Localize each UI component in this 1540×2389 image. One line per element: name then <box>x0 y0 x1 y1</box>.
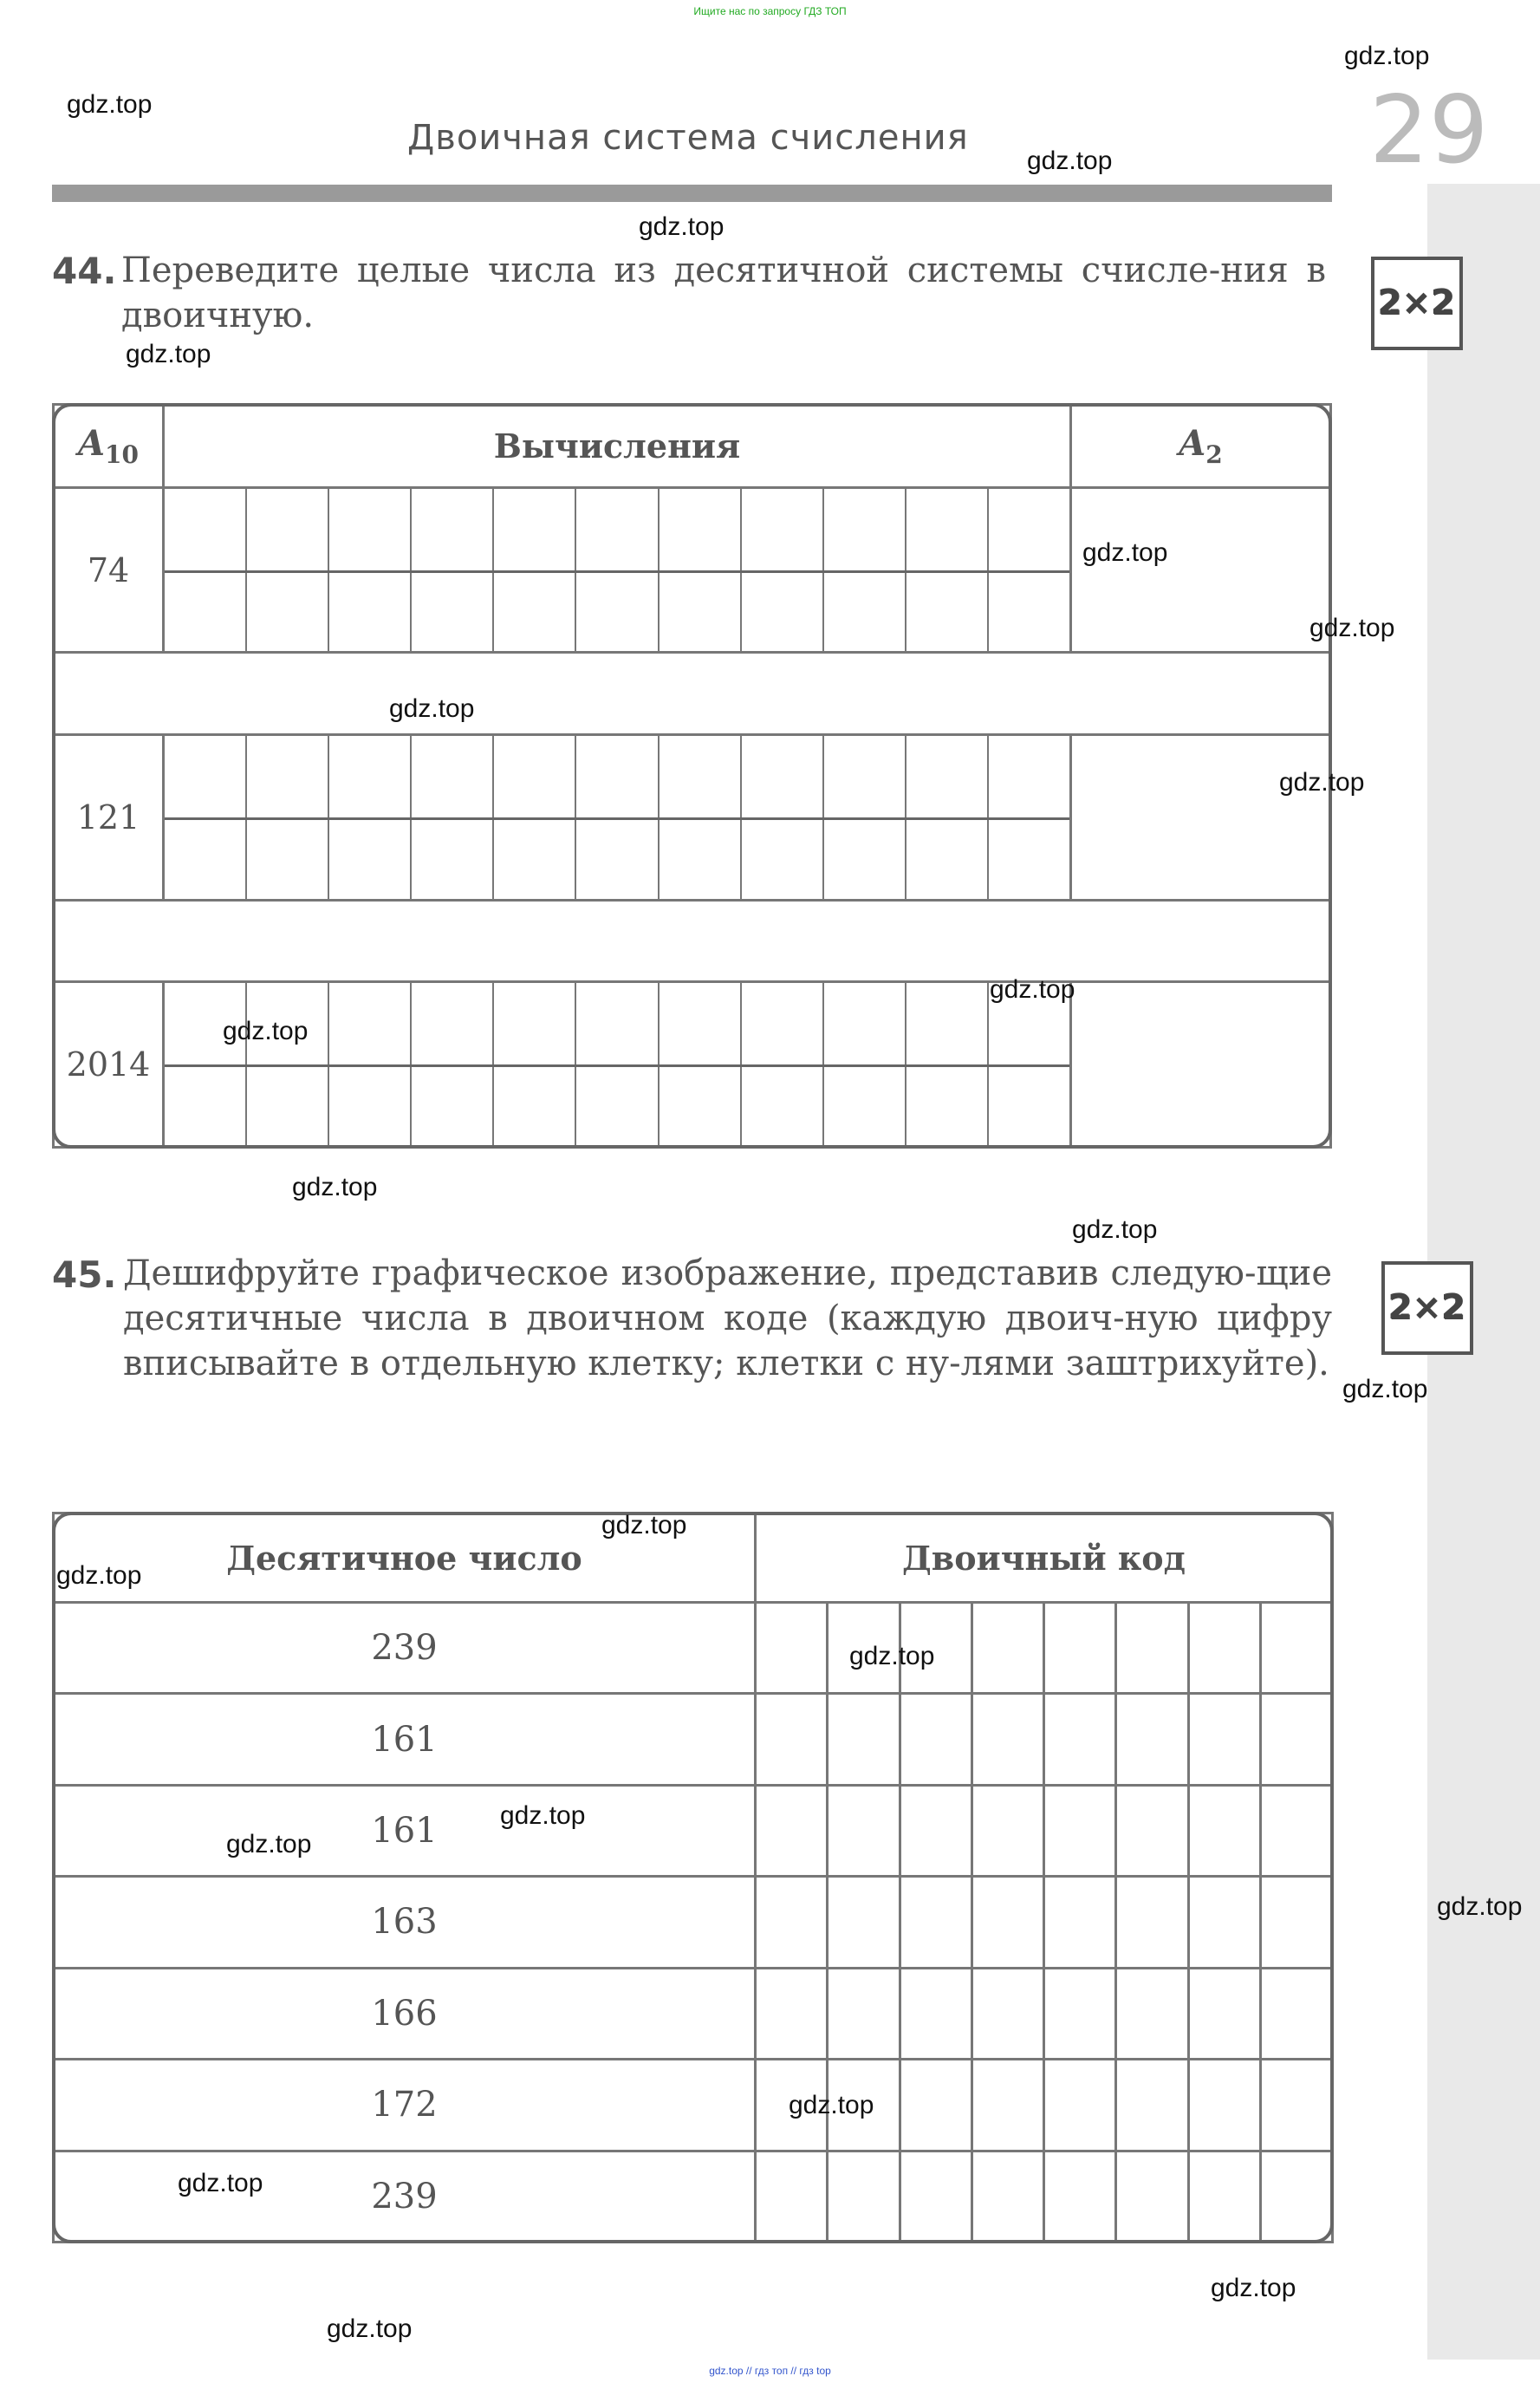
watermark: gdz.top <box>292 1173 378 1201</box>
watermark: gdz.top <box>126 340 211 368</box>
watermark: gdz.top <box>1027 146 1113 175</box>
decimal-value: 161 <box>54 1694 756 1785</box>
calc-cell[interactable] <box>164 982 1071 1148</box>
binary-answer-cell[interactable] <box>1071 982 1331 1148</box>
bit-cell[interactable] <box>828 1968 900 2059</box>
table-row <box>54 1877 1333 1968</box>
bit-cell[interactable] <box>1188 1785 1260 1876</box>
task-45-number: 45. <box>52 1253 117 1296</box>
bit-cell[interactable] <box>1044 1785 1116 1876</box>
bit-cell[interactable] <box>756 1877 828 1968</box>
bottom-note: gdz.top // гдз топ // гдз top <box>709 2365 831 2377</box>
bit-cell[interactable] <box>971 2060 1043 2151</box>
table-row <box>54 1968 1333 2059</box>
bit-cell[interactable] <box>1044 1603 1116 1694</box>
table-spacer-row <box>54 900 1331 982</box>
bit-cell[interactable] <box>1188 2151 1260 2242</box>
bit-cell[interactable] <box>1260 2060 1332 2151</box>
table-row <box>54 487 1331 653</box>
table-row <box>54 1694 1333 1785</box>
watermark: gdz.top <box>639 212 725 241</box>
bit-cell[interactable] <box>1188 1603 1260 1694</box>
header-a2: $A_2$ <box>1071 405 1331 488</box>
bit-cell[interactable] <box>971 1877 1043 1968</box>
watermark: gdz.top <box>1082 538 1168 567</box>
bit-cell[interactable] <box>1116 2060 1188 2151</box>
bit-cell[interactable] <box>828 1877 900 1968</box>
bit-cell[interactable] <box>900 1694 971 1785</box>
bit-cell[interactable] <box>756 2151 828 2242</box>
header-a10: $A_{10}$ <box>54 405 164 488</box>
bit-cell[interactable] <box>756 1603 828 1694</box>
bit-cell[interactable] <box>1044 1694 1116 1785</box>
decimal-value: 166 <box>54 1968 756 2059</box>
watermark: gdz.top <box>67 90 153 119</box>
watermark: gdz.top <box>1072 1215 1158 1244</box>
bit-cell[interactable] <box>971 2151 1043 2242</box>
top-note: Ищите нас по запросу ГДЗ ТОП <box>693 5 847 17</box>
bit-cell[interactable] <box>971 1785 1043 1876</box>
watermark: gdz.top <box>223 1017 309 1045</box>
task-44-text: Переведите целые числа из десятичной системы счисле-ния в двоичную. <box>121 251 1326 335</box>
bit-cell[interactable] <box>900 2151 971 2242</box>
decimal-value: 239 <box>54 1603 756 1694</box>
bit-cell[interactable] <box>971 1694 1043 1785</box>
bit-cell[interactable] <box>1260 1968 1332 2059</box>
bit-cell[interactable] <box>1116 1694 1188 1785</box>
bit-cell[interactable] <box>1044 2060 1116 2151</box>
watermark: gdz.top <box>1279 768 1365 797</box>
table-spacer-row <box>54 653 1331 735</box>
table-row <box>54 2060 1333 2151</box>
watermark: gdz.top <box>178 2169 263 2197</box>
bit-cell[interactable] <box>900 2060 971 2151</box>
decimal-value: 163 <box>54 1877 756 1968</box>
binary-answer-cell[interactable] <box>1071 735 1331 901</box>
bit-cell[interactable] <box>1260 1603 1332 1694</box>
bit-cell[interactable] <box>828 1785 900 1876</box>
table-row <box>54 982 1331 1148</box>
bit-cell[interactable] <box>1044 1968 1116 2059</box>
watermark: gdz.top <box>990 975 1075 1004</box>
bit-cell[interactable] <box>1116 1968 1188 2059</box>
bit-cell[interactable] <box>971 1603 1043 1694</box>
task-45-text: Дешифруйте графическое изображение, представив следую-щие десятичные числа в двоичном коде (каждую двоич-ную цифру вписывайте в отдельную клетку; клетки с ну-лями заштрихуйте). <box>123 1253 1332 1383</box>
bit-cell[interactable] <box>900 1785 971 1876</box>
table-row <box>54 1603 1333 1694</box>
bit-cell[interactable] <box>1044 1877 1116 1968</box>
bit-cell[interactable] <box>1116 1785 1188 1876</box>
decimal-value: 161 <box>54 1785 756 1876</box>
bit-cell[interactable] <box>1260 2151 1332 2242</box>
bit-cell[interactable] <box>1260 1694 1332 1785</box>
difficulty-badge-45: 2×2 <box>1381 1261 1473 1355</box>
header-calculations: Вычисления <box>164 405 1071 488</box>
bit-cell[interactable] <box>756 1968 828 2059</box>
watermark: gdz.top <box>849 1642 935 1670</box>
decimal-value: 121 <box>54 735 164 901</box>
task-44-number: 44. <box>52 250 117 292</box>
bit-cell[interactable] <box>1116 1603 1188 1694</box>
difficulty-badge-44: 2×2 <box>1371 257 1463 350</box>
calc-cell[interactable] <box>164 487 1071 653</box>
watermark: gdz.top <box>601 1511 687 1540</box>
watermark: gdz.top <box>1342 1375 1428 1403</box>
decimal-value: 239 <box>54 2151 756 2242</box>
watermark: gdz.top <box>327 2314 413 2343</box>
header-decimal: Десятичное число <box>54 1513 756 1603</box>
bit-cell[interactable] <box>1188 1968 1260 2059</box>
page-title: Двоичная система счисления <box>407 118 969 158</box>
watermark: gdz.top <box>1309 614 1395 642</box>
bit-cell[interactable] <box>828 1694 900 1785</box>
bit-cell[interactable] <box>971 1968 1043 2059</box>
bit-cell[interactable] <box>1116 1877 1188 1968</box>
decimal-value: 2014 <box>54 982 164 1148</box>
watermark: gdz.top <box>1344 42 1430 70</box>
bit-cell[interactable] <box>828 2151 900 2242</box>
table-row <box>54 735 1331 901</box>
decimal-value: 74 <box>54 487 164 653</box>
bit-cell[interactable] <box>1116 2151 1188 2242</box>
page-number: 29 <box>1369 76 1489 185</box>
watermark: gdz.top <box>500 1801 586 1830</box>
bit-cell[interactable] <box>1188 2060 1260 2151</box>
decimal-value: 172 <box>54 2060 756 2151</box>
calc-cell[interactable] <box>164 735 1071 901</box>
watermark: gdz.top <box>389 694 475 723</box>
bit-cell[interactable] <box>1260 1877 1332 1968</box>
watermark: gdz.top <box>226 1830 312 1858</box>
bit-cell[interactable] <box>1260 1785 1332 1876</box>
bit-cell[interactable] <box>900 1877 971 1968</box>
watermark: gdz.top <box>1211 2274 1296 2302</box>
binary-answer-cell[interactable] <box>1071 487 1331 653</box>
bit-cell[interactable] <box>756 1694 828 1785</box>
watermark: gdz.top <box>56 1561 142 1590</box>
bit-cell[interactable] <box>1188 1877 1260 1968</box>
bit-cell[interactable] <box>900 1968 971 2059</box>
watermark: gdz.top <box>789 2091 874 2119</box>
bit-cell[interactable] <box>756 1785 828 1876</box>
header-rule <box>52 185 1332 202</box>
bit-cell[interactable] <box>1188 1694 1260 1785</box>
watermark: gdz.top <box>1437 1892 1523 1921</box>
decode-table <box>52 1512 1334 2243</box>
bit-cell[interactable] <box>1044 2151 1116 2242</box>
header-binary: Двоичный код <box>756 1513 1333 1603</box>
